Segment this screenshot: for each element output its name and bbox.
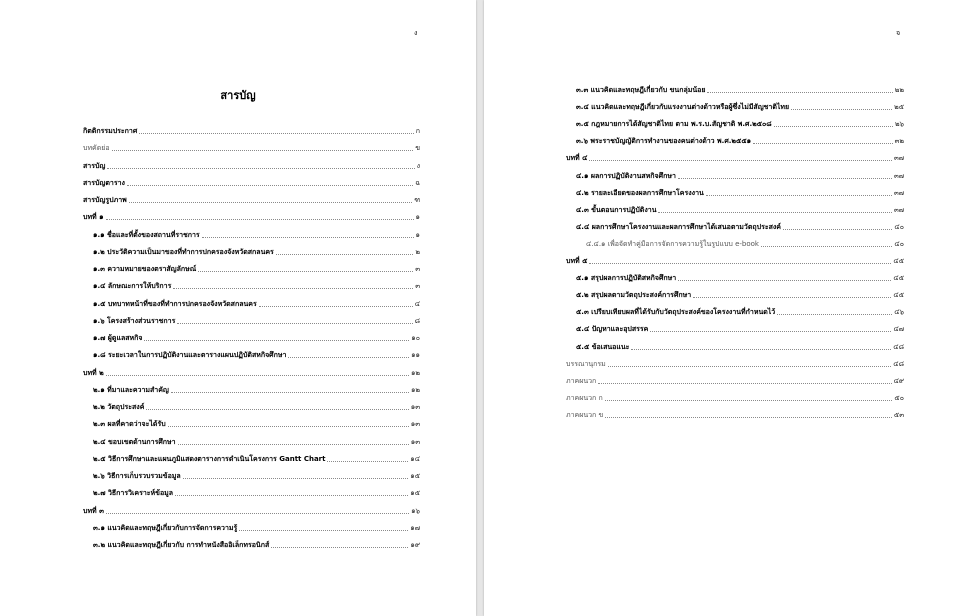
toc-entry — [93, 420, 420, 428]
dot-leader — [168, 426, 409, 427]
dot-leader — [175, 495, 408, 496]
toc-entry — [93, 317, 420, 325]
toc-entry — [83, 127, 420, 135]
toc-entry — [576, 223, 904, 231]
toc-entry-title: สารบัญ — [83, 161, 106, 170]
toc-entry-page: ๓ — [415, 282, 420, 291]
toc-entry — [93, 265, 420, 273]
dot-leader — [144, 340, 409, 341]
toc-entry-title: บทที่ ๑ — [83, 213, 104, 222]
toc-entry-page: ๔๕ — [893, 274, 904, 283]
toc-entry-title: ๑.๒ ประวัติความเป็นมาของที่ทำการปกครองจังหวัดสกลนคร — [93, 247, 274, 256]
toc-entry — [576, 103, 904, 111]
toc-entry-title: บรรณานุกรม — [566, 359, 606, 368]
dot-leader — [259, 306, 413, 307]
toc-entry-title: สารบัญรูปภาพ — [83, 196, 127, 204]
dot-leader — [129, 202, 412, 203]
toc-entry-page: ๑ — [415, 230, 420, 239]
toc-entry — [93, 300, 420, 308]
dot-leader — [288, 357, 409, 358]
toc-entry — [576, 343, 904, 351]
dot-leader — [107, 168, 414, 169]
toc-entry — [83, 507, 420, 515]
dot-leader — [631, 349, 891, 350]
toc-entry — [576, 206, 904, 214]
toc-entry — [93, 334, 420, 342]
dot-leader — [202, 237, 414, 238]
dot-leader — [173, 288, 413, 289]
toc-entry — [93, 489, 420, 497]
dot-leader — [774, 126, 893, 127]
toc-entry — [576, 308, 904, 316]
toc-entry-page: ๔๗ — [893, 325, 904, 334]
toc-entry — [83, 196, 420, 204]
toc-entry — [93, 472, 420, 480]
toc-entry — [576, 274, 904, 282]
toc-entry-title: ๑.๗ ผู้ดูแลสหกิจ — [93, 334, 143, 342]
toc-entry — [586, 240, 904, 248]
dot-leader — [139, 133, 413, 134]
toc-entry — [83, 144, 420, 152]
dot-leader — [598, 383, 891, 384]
dot-leader — [678, 178, 892, 179]
document-page-right — [484, 0, 960, 616]
dot-leader — [112, 150, 414, 151]
toc-entry-page: ๔๐ — [894, 222, 904, 231]
toc-entry-title: ๑.๓ ความหมายของตราสัญลักษณ์ — [93, 265, 197, 273]
toc-entry-page: ๑ — [415, 213, 420, 222]
dot-leader — [146, 409, 408, 410]
toc-entry-title: ๑.๘ ระยะเวลาในการปฏิบัติงานและตารางแผนปฏิบัติสหกิจศึกษา — [93, 351, 287, 360]
toc-entry-title: ๒.๖ วิธีการเก็บรวบรวมข้อมูล — [93, 472, 181, 480]
toc-entry-title: ๑.๕ บทบาทหน้าที่ของที่ทำการปกครองจังหวัดสกลนคร — [93, 299, 257, 308]
toc-entry-title: บทที่ ๓ — [83, 506, 104, 515]
toc-entry-page: ๑๗ — [410, 523, 420, 532]
toc-entry-page: ๔๘ — [893, 342, 904, 351]
toc-entry-page: ๓๗ — [893, 154, 904, 163]
toc-entry-title: ๒.๕ วิธีการศึกษาและแผนภูมิแสดงตารางการดำเนินโครงการ Gantt Chart — [93, 454, 326, 463]
toc-entry-title: กิตติกรรมประกาศ — [83, 127, 138, 135]
dot-leader — [650, 331, 891, 332]
toc-entry — [576, 120, 904, 128]
toc-entry — [576, 325, 904, 333]
toc-entry-title: ๕.๕ ข้อเสนอแนะ — [576, 342, 630, 351]
toc-entry — [93, 438, 420, 446]
toc-entry-title: ๑.๖ โครงสร้างส่วนราชการ — [93, 316, 176, 325]
toc-entry-page: ๓๗ — [893, 171, 904, 180]
toc-entry — [576, 86, 904, 94]
dot-leader — [658, 212, 891, 213]
toc-entry-title: ๓.๖ พระราชบัญญัติการทำงานของคนต่างด้าว พ.ศ.๒๕๕๑ — [576, 137, 752, 146]
toc-entry-page: ๑๐ — [411, 334, 420, 342]
dot-leader — [605, 417, 892, 418]
toc-entry — [83, 179, 420, 187]
toc-entry — [93, 282, 420, 290]
toc-entry-page: ฉ — [415, 178, 420, 187]
toc-entry-page: ๓ — [415, 265, 420, 273]
toc-entry — [83, 213, 420, 221]
dot-leader — [239, 530, 408, 531]
toc-entry-page: ๑๙ — [410, 541, 420, 549]
toc-entry-page: ๒๖ — [894, 120, 904, 129]
dot-leader — [178, 444, 409, 445]
toc-entry — [93, 231, 420, 239]
dot-leader — [271, 547, 408, 548]
toc-entry — [93, 248, 420, 256]
toc-entry-page: ๒๒ — [894, 86, 904, 94]
toc-entry-page: ๑๒ — [410, 385, 420, 394]
toc-entry-page: ง — [416, 161, 420, 170]
toc-entry-page: ๕๓ — [893, 410, 904, 419]
toc-entry-page: ๓๗ — [893, 188, 904, 197]
dot-leader — [706, 195, 892, 196]
toc-entry-title: บทที่ ๔ — [566, 154, 588, 163]
toc-entry-page: ๔๙ — [893, 376, 904, 385]
dot-leader — [761, 246, 892, 247]
toc-entry-page: ๑๕ — [410, 472, 420, 480]
toc-entry-page: ๒๕ — [894, 103, 904, 112]
toc-entry-page: ๑๓ — [410, 403, 420, 411]
toc-entry-page: ๑๑ — [411, 351, 420, 360]
toc-entry-page: ๓๗ — [893, 205, 904, 214]
toc-entry — [576, 189, 904, 197]
toc-entry — [93, 403, 420, 411]
toc-entry — [566, 411, 904, 419]
dot-leader — [589, 263, 891, 264]
toc-entry-page: ๑๒ — [410, 368, 420, 377]
dot-leader — [605, 400, 893, 401]
dot-leader — [783, 229, 892, 230]
toc-entry-title: ๕.๔ ปัญหาและอุปสรรค — [576, 325, 649, 334]
toc-entry-title: ๔.๔ ผลการศึกษาโครงงานและผลการศึกษาได้เสนอตามวัตถุประสงค์ — [576, 222, 781, 231]
toc-entry-title: ๒.๗ วิธีการวิเคราะห์ข้อมูล — [93, 489, 174, 498]
dot-leader — [276, 254, 414, 255]
dot-leader — [183, 478, 409, 479]
dot-leader — [678, 280, 891, 281]
toc-entry-page: ข — [415, 144, 420, 153]
dot-leader — [177, 323, 412, 324]
dot-leader — [127, 185, 413, 186]
dot-leader — [106, 513, 409, 514]
toc-entry — [93, 351, 420, 359]
toc-entry — [566, 377, 904, 385]
toc-entry-title: ภาคผนวก ก — [566, 393, 603, 402]
toc-entry — [576, 172, 904, 180]
toc-entry-title: ๓.๓ แนวคิดและทฤษฎีเกี่ยวกับ ขนกลุ่มน้อย — [576, 86, 706, 94]
dot-leader — [198, 271, 413, 272]
toc-entry — [566, 257, 904, 265]
dot-leader — [693, 297, 891, 298]
toc-entry-page: ๓๒ — [894, 137, 904, 146]
dot-leader — [608, 366, 892, 367]
toc-entry-title: ๓.๔ แนวคิดและทฤษฎีเกี่ยวกับแรงงานต่างด้าวหรือผู้ซึ่งไม่มีสัญชาติไทย — [576, 103, 790, 112]
toc-entry-title: ๔.๔.๑ เพื่อจัดทำคู่มือการจัดการความรู้ในรูปแบบ e-book — [586, 239, 759, 248]
dot-leader — [589, 160, 892, 161]
toc-entry-page: ๘ — [414, 316, 420, 325]
toc-entry — [566, 394, 904, 402]
toc-entry-title: บทที่ ๒ — [83, 368, 104, 377]
toc-entry-title: ๔.๑ ผลการปฏิบัติงานสหกิจศึกษา — [576, 171, 676, 180]
toc-entry-title: ๓.๑ แนวคิดและทฤษฎีเกี่ยวกับการจัดการความรู้ — [93, 523, 238, 532]
toc-entry — [93, 386, 420, 394]
toc-entry — [83, 369, 420, 377]
toc-entry-title: ๓.๒ แนวคิดและทฤษฎีเกี่ยวกับ การทำหนังสืออิเล็กทรอนิกส์ — [93, 541, 270, 549]
toc-entry-page: ฑ — [414, 196, 420, 204]
toc-entry — [83, 162, 420, 170]
dot-leader — [171, 392, 409, 393]
toc-entry-page: ๔๕ — [893, 291, 904, 300]
toc-entry-title: ๕.๒ สรุปผลตามวัตถุประสงค์การศึกษา — [576, 291, 692, 300]
toc-entry-title: ๕.๑ สรุปผลการปฏิบัติสหกิจศึกษา — [576, 274, 677, 283]
toc-entry-page: ๑๓ — [410, 420, 420, 429]
toc-entry-page: ๕๐ — [894, 393, 904, 402]
toc-entry-title: ๔.๓ ขั้นตอนการปฏิบัติงาน — [576, 205, 657, 214]
toc-entry — [93, 541, 420, 549]
dot-leader — [753, 143, 893, 144]
toc-entry-page: ก — [415, 127, 420, 135]
toc-entry-title: ๓.๕ กฎหมายการได้สัญชาติไทย ตาม พ.ร.บ.สัญชาติ พ.ศ.๒๕๐๘ — [576, 120, 772, 129]
toc-entry — [576, 291, 904, 299]
dot-leader — [777, 314, 892, 315]
dot-leader — [791, 109, 892, 110]
toc-entry-page: ๑๔ — [410, 454, 420, 463]
toc-entry-title: บทคัดย่อ — [83, 144, 110, 153]
toc-entry-title: ๒.๒ วัตถุประสงค์ — [93, 403, 145, 411]
toc-entry-title: ภาคผนวก — [566, 376, 597, 385]
toc-entry-page: ๔๖ — [894, 308, 904, 317]
dot-leader — [707, 92, 892, 93]
toc-entry — [93, 455, 420, 463]
toc-entry-page: ๑๖ — [411, 506, 420, 515]
toc-entry-title: ๕.๓ เปรียบเทียบผลที่ได้รับกับวัตถุประสงค์ของโครงงานที่กำหนดไว้ — [576, 308, 776, 317]
dot-leader — [106, 219, 414, 220]
toc-entry-title: สารบัญตาราง — [83, 178, 125, 187]
toc-entry-page: ๔๘ — [893, 359, 904, 368]
toc-entry-page: ๒ — [415, 247, 420, 256]
document-page-left — [0, 0, 476, 616]
toc-entry-page: ๑๕ — [410, 489, 420, 498]
toc-title: สารบัญ — [220, 89, 256, 102]
toc-entry-title: ๑.๑ ชื่อและที่ตั้งของสถานที่ราชการ — [93, 230, 200, 239]
toc-entry-page: ๔๕ — [893, 257, 904, 265]
toc-entry — [93, 524, 420, 532]
toc-entry-page: ๔๐ — [894, 239, 904, 248]
toc-entry-page: ๔ — [414, 299, 420, 308]
toc-entry-title: ๒.๔ ขอบเขตด้านการศึกษา — [93, 437, 176, 446]
toc-entry-page: ๑๓ — [410, 437, 420, 446]
toc-entry-title: ๔.๒ รายละเอียดของผลการศึกษาโครงงาน — [576, 188, 704, 197]
dot-leader — [106, 375, 409, 376]
toc-entry-title: ๒.๑ ที่มาและความสำคัญ — [93, 385, 169, 394]
dot-leader — [327, 461, 408, 462]
toc-entry-title: ๒.๓ ผลที่คาดว่าจะได้รับ — [93, 420, 166, 429]
page-number: จ — [896, 29, 901, 37]
toc-entry-title: บทที่ ๕ — [566, 257, 588, 265]
toc-entry-title: ๑.๔ ลักษณะการให้บริการ — [93, 282, 172, 291]
toc-entry-title: ภาคผนวก ข — [566, 410, 604, 419]
toc-entry — [576, 137, 904, 145]
page-number: ง — [414, 29, 418, 37]
toc-entry — [566, 360, 904, 368]
toc-entry — [566, 154, 904, 162]
